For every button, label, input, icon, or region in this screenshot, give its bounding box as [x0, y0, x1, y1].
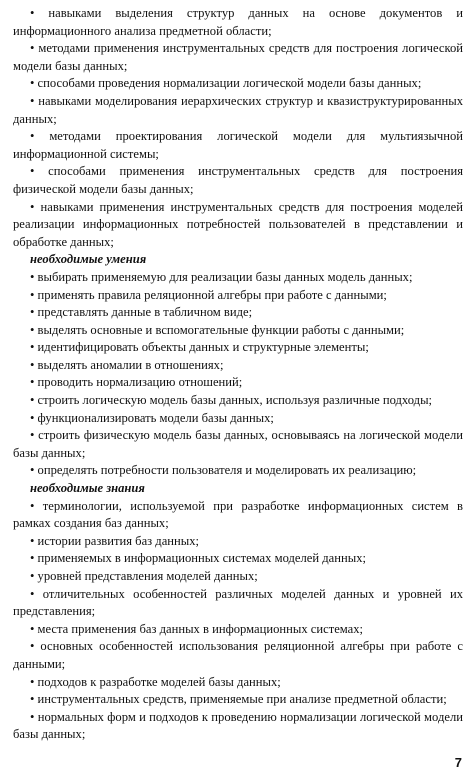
list-item: • истории развития баз данных;: [30, 533, 200, 548]
list-item: • применять правила реляционной алгебры при работе с данными;: [30, 287, 387, 302]
section-heading-skills: необходимые умения: [30, 252, 147, 267]
list-item: • навыками выделения структур данных на основе документов и информационного анализа предметной области;: [13, 6, 463, 38]
list-item: • функционализировать модели базы данных;: [30, 410, 274, 425]
list-item: • определять потребности пользователя и моделировать их реализацию;: [30, 463, 417, 478]
list-item: • инструментальных средств, применяемые при анализе предметной области;: [30, 692, 447, 707]
list-item: • идентифицировать объекты данных и структурные элементы;: [30, 340, 369, 355]
list-item: • навыками моделирования иерархических структур и квазиструктурированных данных;: [13, 93, 463, 126]
list-item: • применяемых в информационных системах моделей данных;: [30, 551, 366, 566]
page-number: 7: [454, 755, 462, 770]
list-item: • места применения баз данных в информационных системах;: [30, 621, 364, 636]
list-item: • методами проектирования логической модели для мультиязычной информационной системы;: [13, 129, 463, 161]
list-item: • способами проведения нормализации логической модели базы данных;: [30, 76, 422, 91]
list-item: • основных особенностей использования реляционной алгебры при работе с данными;: [13, 639, 463, 671]
list-item: • способами применения инструментальных средств для построения физической модели базы данных;: [13, 164, 463, 196]
list-item: • подходов к разработке моделей базы данных;: [30, 674, 281, 689]
section-heading-knowledge: необходимые знания: [30, 481, 145, 496]
list-item: • терминологии, используемой при разработке информационных систем в рамках создания баз данных;: [13, 498, 463, 531]
list-item: • строить логическую модель базы данных, используя различные подходы;: [30, 393, 433, 408]
list-item: • представлять данные в табличном виде;: [30, 305, 253, 320]
list-item: • проводить нормализацию отношений;: [30, 375, 243, 390]
list-item: • строить физическую модель базы данных, основываясь на логической модели базы данных;: [13, 428, 463, 460]
list-item: • уровней представления моделей данных;: [30, 569, 258, 583]
list-item: • навыками применения инструментальных средств для построения моделей реализации информационных потребностей пользователей в представлении и обработке данных;: [13, 199, 463, 249]
page-body: [13, 5, 463, 744]
list-item: • выделять аномалии в отношениях;: [30, 357, 224, 372]
list-item: • выделять основные и вспомогательные функции работы с данными;: [30, 322, 405, 337]
list-item: • методами применения инструментальных средств для построения логической модели базы данных;: [13, 41, 463, 73]
list-item: • выбирать применяемую для реализации базы данных модель данных;: [30, 269, 413, 284]
list-item: • отличительных особенностей различных моделей данных и уровней их представления;: [13, 586, 463, 619]
list-item: • нормальных форм и подходов к проведению нормализации логической модели базы данных;: [13, 709, 463, 742]
